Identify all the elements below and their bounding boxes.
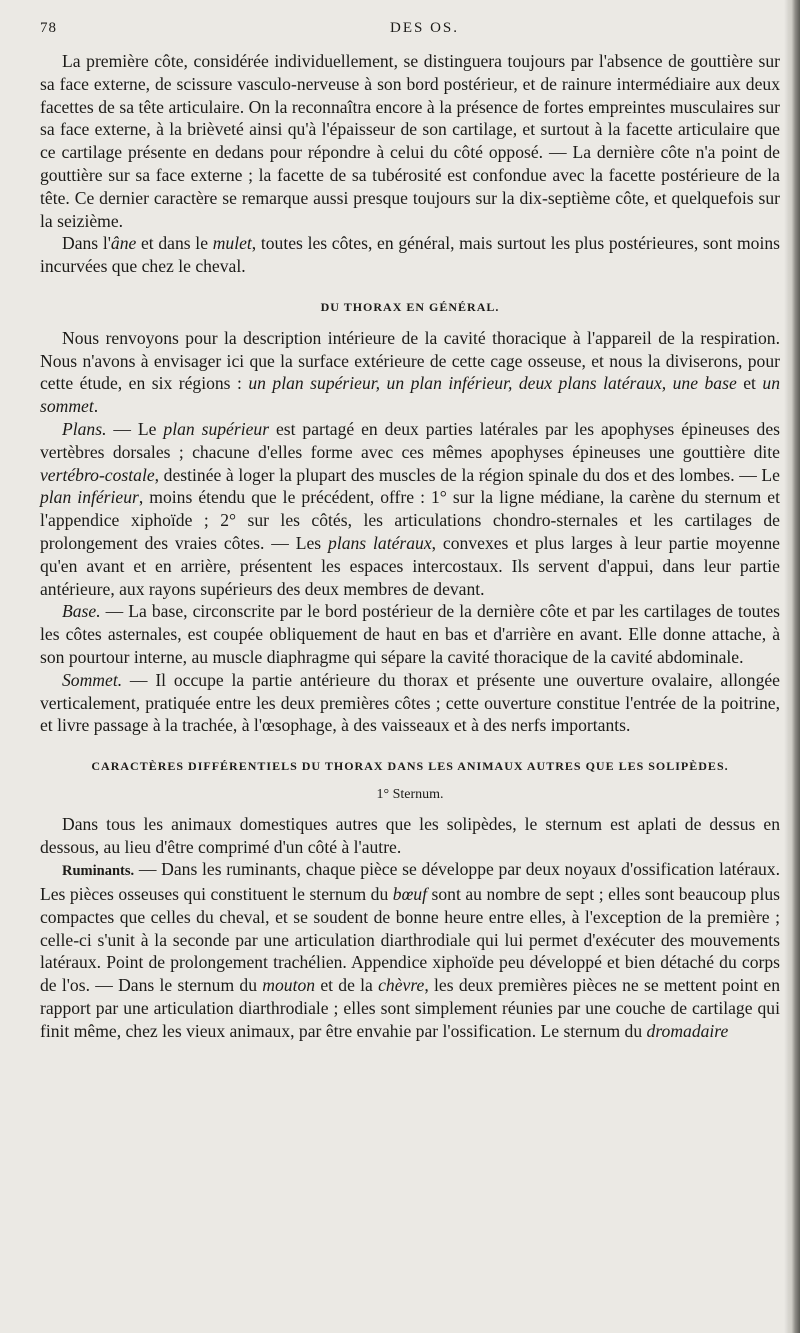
text-run: — Le xyxy=(106,418,164,439)
text-run: est partagé en deux parties latérales par les apophyses épineuses des vertèbres dorsales ; chacune d'elles forme avec ces mêmes apophyses épineuses une gouttière dite xyxy=(40,418,780,462)
text-run: , moins étendu que le précédent, offre : 1° sur la ligne médiane, la carène du sternum et l'appendice xiphoïde ; 2° sur les côtés, les articulations chondro-sternales et les cartilages de prolongement des vraies côtes. — Les xyxy=(40,487,780,553)
text-run: Nous renvoyons pour la description intérieure de la cavité thoracique à l'appareil de la respiration. Nous n'avons à envisager ici que la surface extérieure de cette cage osseuse, et nous la diviserons, pour cette étude, en six régions : xyxy=(40,327,780,394)
text-run: — La base, circonscrite par le bord postérieur de la dernière côte et par les cartilages de toutes les côtes asternales, est coupée obliquement de haut en bas et d'arrière en avant. Elle donne attache, à son pourtour interne, au muscle diaphragme qui sépare la cavité thoracique de la cavité abdominale. xyxy=(40,601,780,667)
species-ane: âne xyxy=(110,233,137,254)
text-run: , convexes et plus larges à leur partie moyenne qu'en avant et en arrière, présentent les espaces intercostaux. Ils servent d'appui, dans leur partie antérieure, aux rayons supérieurs des deux membres de devant. xyxy=(40,532,780,599)
text-run: — Dans les ruminants, chaque pièce se développe par deux noyaux d'ossification latéraux. Les pièces osseuses qui constituent le sternum du xyxy=(40,859,780,905)
term-plans-lateraux: plans latéraux xyxy=(328,532,432,553)
species-mulet: mulet xyxy=(212,233,252,254)
text-run: , les deux premières pièces ne se mettent point en rapport par une articulation diarthrodiale ; elles sont simplement réunies par une couche de cartilage qui finit même, chez les vieux animaux, par être envahie par l'ossification. Le sternum du xyxy=(40,975,780,1041)
region-sommet: un sommet xyxy=(40,373,780,417)
paragraph-ruminants xyxy=(40,858,780,1042)
page-number: 78 xyxy=(40,20,57,36)
text-run: sont au nombre de sept ; elles sont beaucoup plus compactes que celles du cheval, et se soudent de bonne heure entre elles, à l'exception de la première ; celle-ci s'unit à la seconde par une articulation diarthrodiale qui lui permet d'exécuter des mouvements latéraux. Point de prolongement trachélien. Appendice xiphoïde peu développé et bien détaché du corps de l'os. — Dans le sternum du xyxy=(40,884,780,996)
paragraph-plans xyxy=(40,418,780,600)
paragraph-first-rib: La première côte, considérée individuellement, se distinguera toujours par l'absence de gouttière sur sa face externe, de scissure vasculo-nerveuse à son bord postérieur, et de rainure intermédiaire aux deux facettes de sa tête articulaire. On la reconnaîtra encore à la présence de fortes empreintes musculaires sur sa face externe, à la brièveté ainsi qu'à l'épaisseur de son cartilage, et surtout à la facette articulaire que ce cartilage présente en dedans pour répondre à celui du côté opposé. — La dernière côte n'a point de gouttière sur sa face externe ; la facette de sa tubérosité est confondue avec la facette postérieure de la tête. Ce dernier caractère se remarque aussi presque toujours sur la dix-septième côte, et quelquefois sur la seizième. xyxy=(40,51,780,231)
page-header xyxy=(40,14,770,44)
term-vertebro-costale: vertébro-costale xyxy=(40,464,155,485)
species-chevre: chèvre xyxy=(378,975,425,996)
section-heading-thorax: DU THORAX EN GÉNÉRAL. xyxy=(320,299,500,314)
page-edge xyxy=(788,0,800,1333)
text-run: et xyxy=(736,373,763,394)
lead-base: Base. xyxy=(62,601,101,622)
regions-list: un plan supérieur, un plan inférieur, deux plans latéraux, une base xyxy=(248,373,737,394)
species-mouton: mouton xyxy=(262,975,316,996)
text-run: — Il occupe la partie antérieure du thorax et présente une ouverture ovalaire, allongée verticalement, pratiquée entre les deux premières côtes ; cette ouverture constitue l'entrée de la poitrine, et livre passage à la trachée, à l'œsophage, à des vaisseaux et à des nerfs importants. xyxy=(40,669,780,736)
lead-ruminants: Ruminants. xyxy=(62,863,135,880)
subsection-heading-sternum: 1° Sternum. xyxy=(376,786,444,802)
text-run: , destinée à loger la plupart des muscles de la région spinale du dos et des lombes. — Le xyxy=(154,464,780,485)
section-heading-differential: CARACTÈRES DIFFÉRENTIELS DU THORAX DANS LES ANIMAUX AUTRES QUE LES SOLIPÈDES. xyxy=(91,759,729,774)
running-title: DES OS. xyxy=(390,20,460,36)
paragraph-sommet xyxy=(40,669,780,737)
text-run: . xyxy=(93,396,99,417)
text-run: , toutes les côtes, en général, mais surtout les plus postérieures, sont moins incurvées que chez le cheval. xyxy=(40,233,780,277)
lead-plans: Plans. xyxy=(62,418,107,439)
term-plan-inferieur: plan inférieur xyxy=(40,487,139,508)
species-dromadaire: dromadaire xyxy=(646,1020,729,1041)
body-text xyxy=(40,50,780,1043)
species-boeuf: bœuf xyxy=(392,884,427,905)
paragraph-sternum-general: Dans tous les animaux domestiques autres que les solipèdes, le sternum est aplati de dessus en dessous, au lieu d'être comprimé d'un côté à l'autre. xyxy=(40,813,780,857)
paragraph-ane-mulet xyxy=(40,232,780,278)
term-plan-superieur: plan supérieur xyxy=(163,418,270,439)
paragraph-base xyxy=(40,600,780,668)
lead-sommet: Sommet. xyxy=(62,669,123,690)
text-run: et dans le xyxy=(136,233,213,254)
paragraph-thorax-intro xyxy=(40,327,780,418)
text-run: Dans l' xyxy=(62,233,111,254)
text-run: et de la xyxy=(315,975,379,996)
